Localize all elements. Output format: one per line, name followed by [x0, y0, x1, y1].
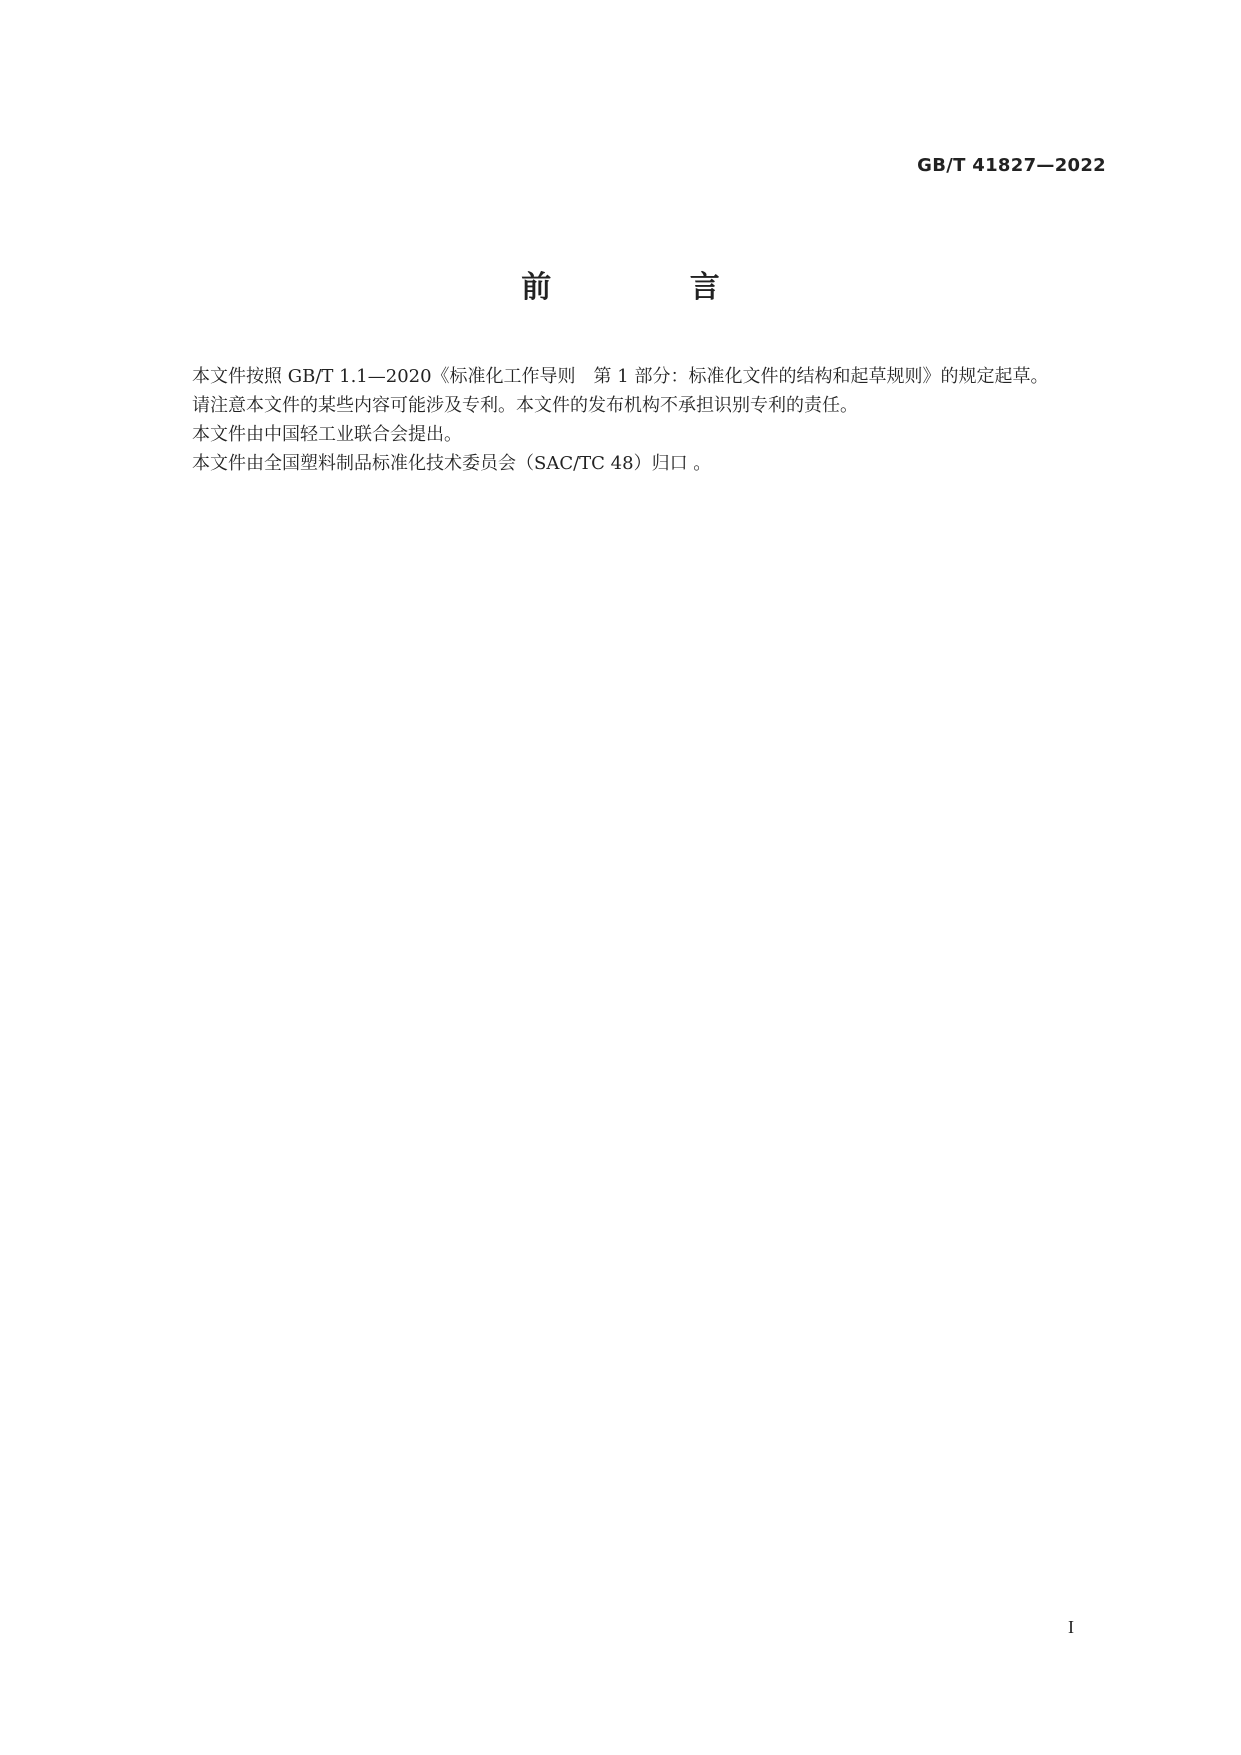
paragraph-technical-committee: 本文件由全国塑料制品标准化技术委员会（SAC/TC 48）归口 。 [192, 453, 712, 474]
foreword-body [152, 362, 1105, 478]
paragraph-patent-notice: 请注意本文件的某些内容可能涉及专利。本文件的发布机构不承担识别专利的责任。 [192, 395, 858, 416]
page-title: 前 言 [521, 270, 784, 305]
standard-number: GB/T 41827—2022 [917, 155, 1106, 176]
paragraph-drafting-basis: 本文件按照 GB/T 1.1—2020《标准化工作导则 第 1 部分：标准化文件的结构和起草规则》的规定起草。 [192, 366, 1049, 387]
paragraph-proposer: 本文件由中国轻工业联合会提出。 [192, 424, 462, 445]
page-number: I [1068, 1617, 1074, 1637]
